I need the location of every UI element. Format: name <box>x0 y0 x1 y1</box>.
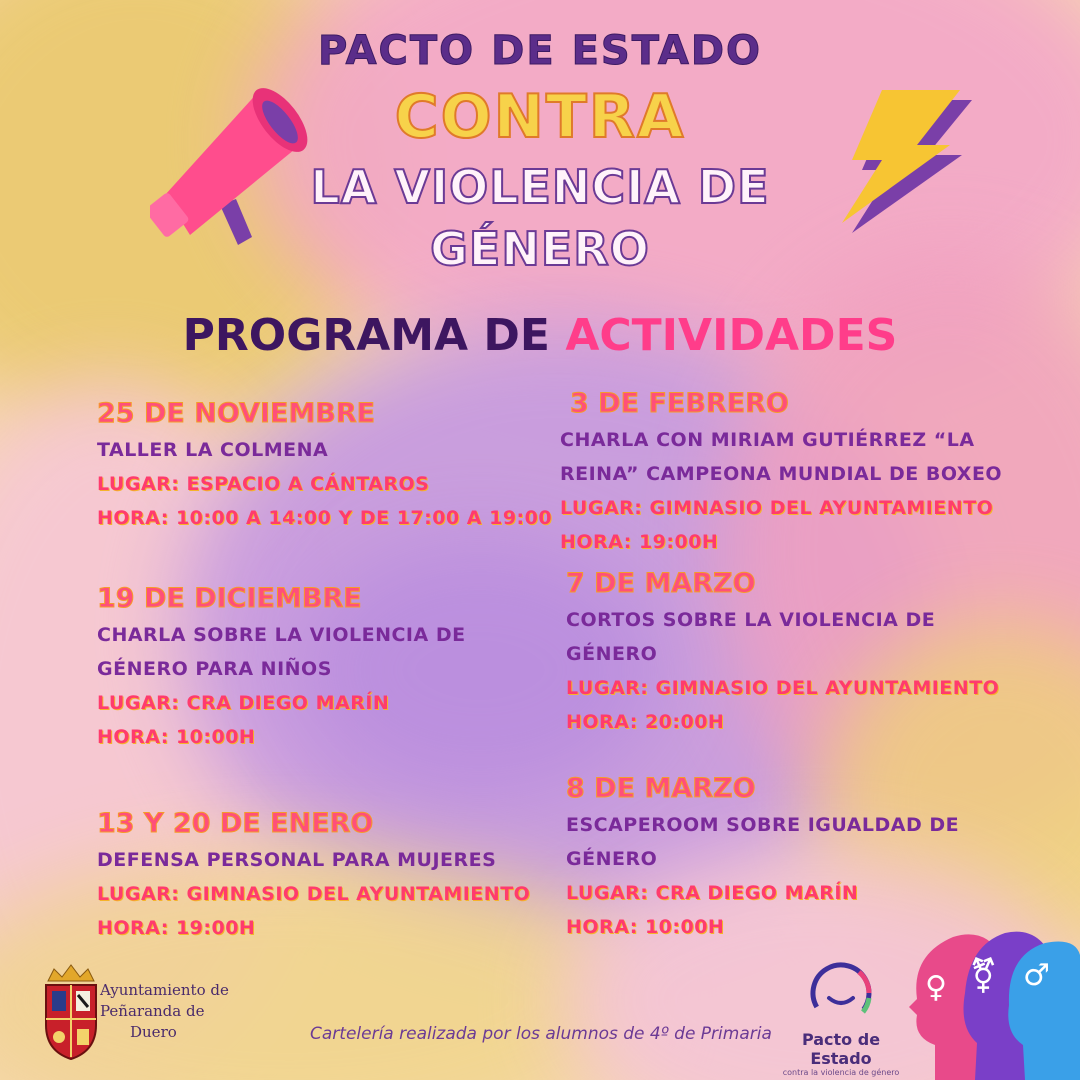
event-card <box>560 385 1060 559</box>
event-card <box>97 805 567 945</box>
event-time: HORA: 10:00 A 14:00 Y DE 17:00 A 19:00 <box>97 507 553 529</box>
ayuntamiento-name <box>100 980 229 1043</box>
event-place: LUGAR: CRA DIEGO MARÍN <box>566 882 859 904</box>
event-date: 25 DE NOVIEMBRE <box>97 398 376 429</box>
event-place: LUGAR: GIMNASIO DEL AYUNTAMIENTO <box>97 883 531 905</box>
pacto-logo <box>776 960 906 1077</box>
event-time: HORA: 10:00H <box>566 916 725 938</box>
pacto-name: Pacto de Estado <box>801 1030 881 1068</box>
coat-of-arms-icon <box>40 963 102 1063</box>
event-place: LUGAR: CRA DIEGO MARÍN <box>97 692 390 714</box>
pacto-subtitle: contra la violencia de género <box>782 1068 900 1077</box>
program-title-part2: ACTIVIDADES <box>565 310 898 361</box>
event-description: GÉNERO PARA NIÑOS <box>97 658 332 680</box>
event-date: 7 DE MARZO <box>566 568 756 599</box>
ayuntamiento-line: Peñaranda de <box>100 1002 205 1020</box>
male-symbol: ♂ <box>1023 958 1050 993</box>
event-card <box>97 580 567 754</box>
event-date: 13 Y 20 DE ENERO <box>97 808 374 839</box>
event-description: REINA” CAMPEONA MUNDIAL DE BOXEO <box>560 463 1003 485</box>
event-description: CHARLA SOBRE LA VIOLENCIA DE <box>97 624 466 646</box>
event-place: LUGAR: ESPACIO A CÁNTAROS <box>97 473 430 495</box>
header-line-1: PACTO DE ESTADO <box>317 28 763 74</box>
credit-text: Cartelería realizada por los alumnos de 4º de Primaria <box>310 1024 772 1044</box>
event-place: LUGAR: GIMNASIO DEL AYUNTAMIENTO <box>566 677 1000 699</box>
header-line-2: CONTRA <box>394 82 686 152</box>
program-title-part1: PROGRAMA DE <box>182 310 550 361</box>
event-description: GÉNERO <box>566 643 658 665</box>
female-symbol: ♀ <box>925 970 947 1005</box>
gender-heads-icon <box>905 915 1080 1080</box>
event-time: HORA: 20:00H <box>566 711 725 733</box>
program-title <box>0 310 1080 361</box>
event-date: 3 DE FEBRERO <box>570 388 789 419</box>
transgender-symbol: ⚧ <box>969 956 998 996</box>
header-line-4: GÉNERO <box>430 222 650 276</box>
ayuntamiento-line: Duero <box>130 1023 177 1041</box>
event-card <box>97 395 567 535</box>
event-date: 8 DE MARZO <box>566 773 756 804</box>
event-description: ESCAPEROOM SOBRE IGUALDAD DE <box>566 814 960 836</box>
event-date: 19 DE DICIEMBRE <box>97 583 362 614</box>
event-description: DEFENSA PERSONAL PARA MUJERES <box>97 849 497 871</box>
pacto-logo-icon <box>801 960 881 1026</box>
header-line-3: LA VIOLENCIA DE <box>310 160 770 214</box>
event-description: CHARLA CON MIRIAM GUTIÉRREZ “LA <box>560 429 975 451</box>
event-time: HORA: 19:00H <box>97 917 256 939</box>
event-description: GÉNERO <box>566 848 658 870</box>
event-card <box>566 565 1046 739</box>
ayuntamiento-line: Ayuntamiento de <box>100 981 229 999</box>
event-time: HORA: 10:00H <box>97 726 256 748</box>
event-description: CORTOS SOBRE LA VIOLENCIA DE <box>566 609 936 631</box>
event-place: LUGAR: GIMNASIO DEL AYUNTAMIENTO <box>560 497 994 519</box>
event-time: HORA: 19:00H <box>560 531 719 553</box>
event-description: TALLER LA COLMENA <box>97 439 329 461</box>
